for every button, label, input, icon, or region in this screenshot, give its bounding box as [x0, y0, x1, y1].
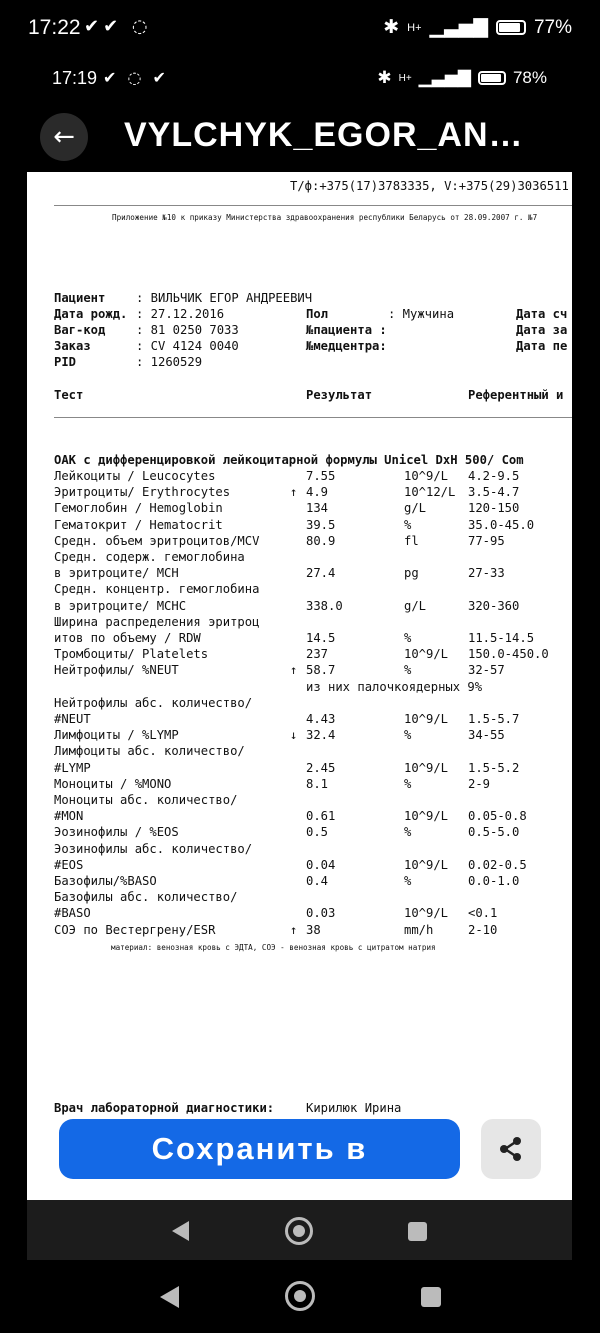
date3-label: Дата пе	[516, 339, 568, 353]
result-test-name: #EOS	[54, 857, 84, 872]
result-test-name: Базофилы абс. количество/	[54, 890, 238, 905]
save-button[interactable]: Сохранить в	[59, 1119, 460, 1179]
result-test-name: итов по объему / RDW	[54, 631, 201, 645]
result-value: из них палочкоядерных 9%	[306, 679, 483, 694]
result-test-name: СОЭ по Вестергрену/ESR	[54, 922, 216, 937]
dob-label: Дата рожд.	[54, 307, 128, 321]
result-reference: 35.0-45.0	[468, 517, 535, 532]
result-test-name: Лейкоциты / Leucocytes	[54, 469, 216, 483]
doctor-value: Кирилюк Ирина	[306, 1101, 402, 1115]
barcode-value: : 81 0250 7033	[136, 323, 239, 337]
inner-nav-bar	[27, 1200, 572, 1262]
result-unit: 10^9/L	[404, 809, 449, 824]
result-test-name: Эозинофилы абс. количество/	[54, 841, 253, 856]
bluetooth-icon: ✱	[383, 17, 400, 38]
result-reference: 2-9	[468, 776, 491, 791]
date1-label: Дата сч	[516, 307, 568, 321]
result-value: 8.1	[306, 776, 329, 791]
result-value: 0.04	[306, 857, 336, 872]
result-reference: 4.2-9.5	[468, 469, 520, 483]
result-unit: 10^9/L	[404, 906, 449, 921]
column-ref-header: Референтный и	[468, 388, 564, 402]
result-test-name: Моноциты абс. количество/	[54, 793, 238, 807]
result-test-name: Гематокрит / Hematocrit	[54, 517, 223, 532]
result-unit: 10^9/L	[404, 647, 449, 662]
result-value: 27.4	[306, 566, 336, 581]
patient-value: : ВИЛЬЧИК ЕГОР АНДРЕЕВИЧ	[136, 291, 313, 305]
result-test-name: Эозинофилы / %EOS	[54, 825, 179, 840]
result-test-name: Ширина распределения эритроц	[54, 614, 260, 629]
battery-icon	[496, 20, 526, 35]
result-reference: 0.5-5.0	[468, 825, 520, 840]
nav-back-icon[interactable]	[160, 1286, 179, 1308]
result-test-name: Эритроциты/ Erythrocytes	[54, 485, 231, 500]
result-test-name: Средн. содерж. гемоглобина	[54, 550, 245, 564]
result-unit: 10^9/L	[404, 712, 449, 726]
inner-screenshot	[27, 52, 572, 1200]
inner-bluetooth-icon: ✱	[377, 68, 392, 87]
back-button[interactable]	[40, 113, 88, 161]
inner-status-bar	[27, 52, 572, 102]
result-test-name: Лимфоциты / %LYMP	[54, 728, 179, 743]
result-unit: %	[404, 517, 412, 532]
result-unit: 10^9/L	[404, 469, 449, 483]
result-unit: %	[404, 663, 412, 678]
result-unit: %	[404, 776, 412, 791]
result-reference: 77-95	[468, 533, 505, 548]
result-value: 0.5	[306, 825, 329, 840]
result-reference: 0.0-1.0	[468, 874, 520, 888]
result-test-name: #LYMP	[54, 760, 91, 775]
outer-battery-percent: 77%	[533, 16, 572, 38]
result-reference: 2-10	[468, 922, 498, 937]
result-value: 80.9	[306, 533, 336, 548]
result-test-name: Гемоглобин / Hemoglobin	[54, 501, 223, 516]
network-type-icon: H+	[407, 21, 422, 34]
result-value: 39.5	[306, 517, 336, 532]
result-test-name: #BASO	[54, 906, 91, 921]
result-reference: 0.05-0.8	[468, 809, 527, 824]
result-unit: 10^12/L	[404, 485, 456, 500]
nav-recents-icon[interactable]	[421, 1287, 441, 1307]
result-test-name: Базофилы/%BASO	[54, 874, 157, 888]
result-unit: %	[404, 728, 412, 743]
result-reference: 3.5-4.7	[468, 485, 520, 500]
result-test-name: #MON	[54, 809, 84, 824]
pid-value: : 1260529	[136, 355, 203, 369]
result-unit: pg	[404, 566, 419, 581]
result-reference: <0.1	[468, 906, 498, 921]
result-unit: mm/h	[404, 922, 434, 937]
inner-notification-icons: ✔ ◌ ✔	[103, 68, 169, 87]
result-reference: 120-150	[468, 501, 520, 516]
result-unit: g/L	[404, 598, 427, 613]
document-title: VYLCHYK_EGOR_AN…	[124, 116, 524, 154]
result-reference: 320-360	[468, 598, 520, 613]
result-unit: %	[404, 874, 412, 888]
result-reference: 150.0-450.0	[468, 647, 549, 662]
pid-label: PID	[54, 355, 77, 369]
barcode-label: Ваг-код	[54, 323, 106, 337]
result-value: 0.03	[306, 906, 336, 921]
outer-nav-bar	[0, 1260, 600, 1333]
result-flag: ↑	[290, 485, 298, 500]
inner-battery-icon	[478, 71, 506, 85]
result-value: 4.9	[306, 485, 329, 500]
result-flag: ↑	[290, 663, 298, 678]
column-result-header: Результат	[306, 388, 373, 402]
inner-nav-recents-icon[interactable]	[408, 1222, 427, 1241]
signal-icon: ▁▃▅▇	[429, 17, 488, 38]
inner-nav-home-icon[interactable]	[285, 1217, 313, 1245]
result-test-name: Моноциты / %MONO	[54, 776, 172, 791]
outer-notification-icons: ✔✔ ◌	[84, 16, 152, 37]
result-value: 0.61	[306, 809, 336, 824]
result-reference: 34-55	[468, 728, 505, 743]
result-test-name: #NEUT	[54, 712, 91, 726]
result-value: 237	[306, 647, 329, 662]
dob-value: : 27.12.2016	[136, 307, 225, 321]
result-unit: fl	[404, 533, 419, 548]
result-unit: 10^9/L	[404, 857, 449, 872]
doctor-label: Врач лабораторной диагностики:	[54, 1101, 275, 1115]
inner-status-time: 17:19	[52, 68, 98, 88]
column-test-header: Тест	[54, 388, 84, 402]
result-reference: 0.02-0.5	[468, 857, 527, 872]
outer-status-bar	[0, 0, 600, 58]
result-value: 0.4	[306, 874, 329, 888]
result-flag: ↓	[290, 728, 298, 743]
sex-label: Пол	[306, 307, 329, 321]
result-value: 134	[306, 501, 329, 516]
inner-nav-back-icon[interactable]	[172, 1221, 189, 1241]
result-reference: 1.5-5.2	[468, 760, 520, 775]
decree-note: Приложение №10 к приказу Министерства здравоохранения республики Беларусь от 28.09.2007 г. №7	[112, 213, 538, 222]
result-unit: 10^9/L	[404, 760, 449, 775]
result-reference: 11.5-14.5	[468, 631, 535, 645]
inner-network-type-icon: H+	[398, 72, 412, 84]
result-value: 4.43	[306, 712, 336, 726]
order-value: : CV 4124 0040	[136, 339, 239, 353]
result-test-name: Лимфоциты абс. количество/	[54, 744, 245, 759]
result-value: 2.45	[306, 760, 336, 775]
patient-label: Пациент	[54, 291, 106, 305]
result-test-name: Средн. объем эритроцитов/MCV	[54, 533, 260, 548]
lab-contact: Т/ф:+375(17)3783335, V:+375(29)3036511	[290, 179, 569, 193]
order-label: Заказ	[54, 339, 91, 353]
patient-number-label: №пациента :	[306, 323, 387, 337]
result-unit: %	[404, 825, 412, 840]
document-page[interactable]	[27, 172, 572, 1200]
result-test-name: в эритроците/ MCH	[54, 566, 179, 581]
arrow-left-icon: ←	[53, 122, 75, 152]
result-value: 14.5	[306, 631, 336, 645]
result-value: 338.0	[306, 598, 343, 613]
result-flag: ↑	[290, 922, 298, 937]
nav-home-icon[interactable]	[285, 1281, 315, 1311]
result-unit: g/L	[404, 501, 427, 516]
result-unit: %	[404, 631, 412, 645]
result-test-name: Средн. концентр. гемоглобина	[54, 582, 260, 597]
inner-signal-icon: ▁▃▅▇	[418, 68, 471, 87]
result-test-name: Тромбоциты/ Platelets	[54, 647, 209, 662]
result-reference: 27-33	[468, 566, 505, 581]
outer-status-time: 17:22	[28, 16, 81, 39]
result-test-name: Нейтрофилы абс. количество/	[54, 695, 253, 710]
result-reference: 1.5-5.7	[468, 712, 520, 726]
divider	[54, 417, 572, 418]
share-icon	[497, 1135, 525, 1163]
divider	[54, 205, 572, 206]
result-value: 38	[306, 922, 321, 937]
inner-battery-percent: 78%	[512, 68, 547, 87]
result-test-name: в эритроците/ MCHC	[54, 598, 187, 613]
result-test-name: Нейтрофилы/ %NEUT	[54, 663, 179, 678]
sex-value: : Мужчина	[388, 307, 455, 321]
result-reference: 32-57	[468, 663, 505, 678]
result-value: 32.4	[306, 728, 336, 743]
material-note: материал: венозная кровь с ЭДТА, СОЭ - венозная кровь с цитратом натрия	[111, 943, 436, 952]
section-title: ОАК с дифференцировкой лейкоцитарной формулы Unicel DxH 500/ Com	[54, 453, 524, 467]
date2-label: Дата за	[516, 323, 568, 337]
result-value: 7.55	[306, 469, 336, 483]
result-value: 58.7	[306, 663, 336, 678]
medcenter-label: №медцентра:	[306, 339, 387, 353]
share-button[interactable]	[481, 1119, 541, 1179]
